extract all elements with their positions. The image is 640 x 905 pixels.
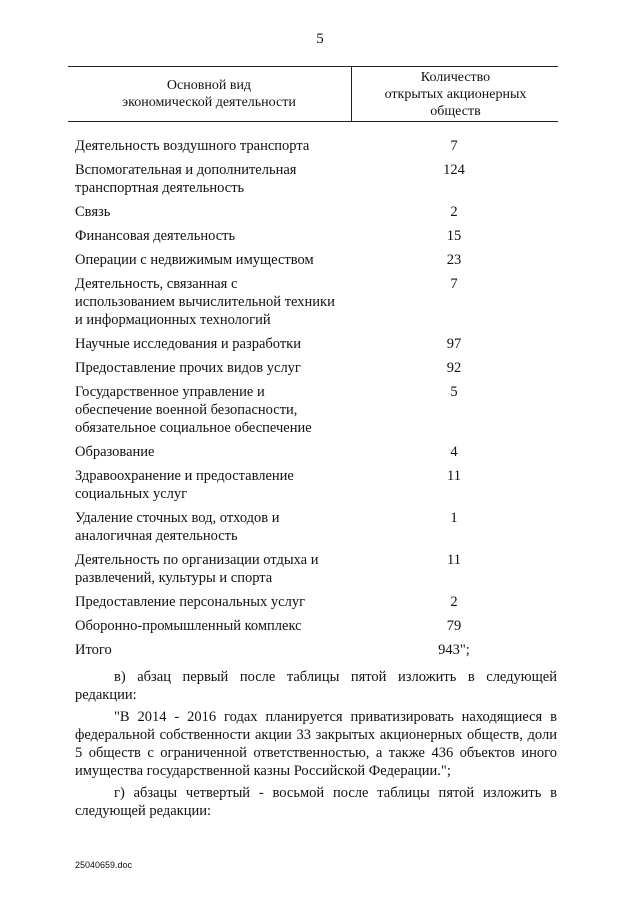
company-count-cell: 23 bbox=[446, 252, 462, 268]
header-activity-type-text: Основной вид экономической деятельности bbox=[122, 78, 296, 110]
activity-type-cell: Итого bbox=[75, 642, 112, 658]
table-row bbox=[75, 275, 555, 329]
activity-type-cell: Деятельность по организации отдыха и развлечений, культуры и спорта bbox=[75, 552, 319, 586]
company-count-cell: 11 bbox=[447, 468, 461, 484]
company-count-cell: 79 bbox=[446, 618, 462, 634]
table-row bbox=[75, 335, 555, 353]
table-row bbox=[75, 617, 555, 635]
company-count-cell: 11 bbox=[447, 552, 461, 568]
table-row bbox=[75, 593, 555, 611]
activity-type-cell: Операции с недвижимым имуществом bbox=[75, 252, 314, 268]
activity-type-cell: Вспомогательная и дополнительная транспортная деятельность bbox=[75, 162, 297, 196]
document-file-code: 25040659.doc bbox=[75, 860, 133, 870]
table-row bbox=[75, 137, 555, 155]
header-company-count bbox=[351, 67, 559, 121]
activity-type-cell: Государственное управление и обеспечение военной безопасности, обязательное социальное обеспечение bbox=[75, 384, 312, 436]
company-count-cell: 4 bbox=[450, 444, 458, 460]
activity-type-cell: Деятельность воздушного транспорта bbox=[75, 138, 310, 154]
company-count-cell: 7 bbox=[450, 138, 458, 154]
table-row bbox=[75, 359, 555, 377]
table-row bbox=[75, 641, 555, 659]
table-header bbox=[68, 66, 558, 122]
table-row bbox=[75, 443, 555, 461]
company-count-cell: 7 bbox=[450, 276, 458, 292]
company-count-cell: 2 bbox=[450, 204, 458, 220]
activity-type-cell: Финансовая деятельность bbox=[75, 228, 236, 244]
activity-type-cell: Оборонно-промышленный комплекс bbox=[75, 618, 302, 634]
page-number: 5 bbox=[316, 31, 324, 47]
activity-type-cell: Образование bbox=[75, 444, 155, 460]
activity-type-cell: Связь bbox=[75, 204, 111, 220]
table-row bbox=[75, 161, 555, 197]
table-row bbox=[75, 467, 555, 503]
table-row bbox=[75, 251, 555, 269]
amendment-paragraphs bbox=[75, 668, 557, 824]
company-count-cell: 15 bbox=[446, 228, 462, 244]
company-count-cell: 943"; bbox=[438, 642, 470, 658]
amendment-paragraph: в) абзац первый после таблицы пятой изложить в следующей редакции: bbox=[75, 669, 557, 703]
header-activity-type bbox=[68, 67, 350, 121]
table-row bbox=[75, 227, 555, 245]
table-row bbox=[75, 203, 555, 221]
amendment-paragraph: г) абзацы четвертый - восьмой после таблицы пятой изложить в следующей редакции: bbox=[75, 785, 557, 819]
company-count-cell: 92 bbox=[446, 360, 462, 376]
activity-type-cell: Научные исследования и разработки bbox=[75, 336, 301, 352]
company-count-cell: 5 bbox=[450, 384, 458, 400]
company-count-cell: 124 bbox=[443, 162, 465, 178]
company-count-cell: 97 bbox=[446, 336, 462, 352]
company-count-cell: 1 bbox=[450, 510, 458, 526]
privatization-table bbox=[75, 137, 555, 665]
activity-type-cell: Деятельность, связанная с использованием вычислительной техники и информационных технологий bbox=[75, 276, 335, 328]
activity-type-cell: Предоставление прочих видов услуг bbox=[75, 360, 301, 376]
amendment-paragraph: "В 2014 - 2016 годах планируется приватизировать находящиеся в федеральной собственности акции 33 закрытых акционерных обществ, доли 5 обществ с ограниченной ответственностью, а также 436 объектов иного имущества государственной казны Российской Федерации."; bbox=[75, 709, 557, 779]
company-count-cell: 2 bbox=[450, 594, 458, 610]
table-row bbox=[75, 551, 555, 587]
table-row bbox=[75, 509, 555, 545]
header-company-count-text: Количество открытых акционерных обществ bbox=[384, 69, 527, 119]
activity-type-cell: Удаление сточных вод, отходов и аналогичная деятельность bbox=[75, 510, 280, 544]
activity-type-cell: Предоставление персональных услуг bbox=[75, 594, 306, 610]
table-row bbox=[75, 383, 555, 437]
activity-type-cell: Здравоохранение и предоставление социальных услуг bbox=[75, 468, 294, 502]
